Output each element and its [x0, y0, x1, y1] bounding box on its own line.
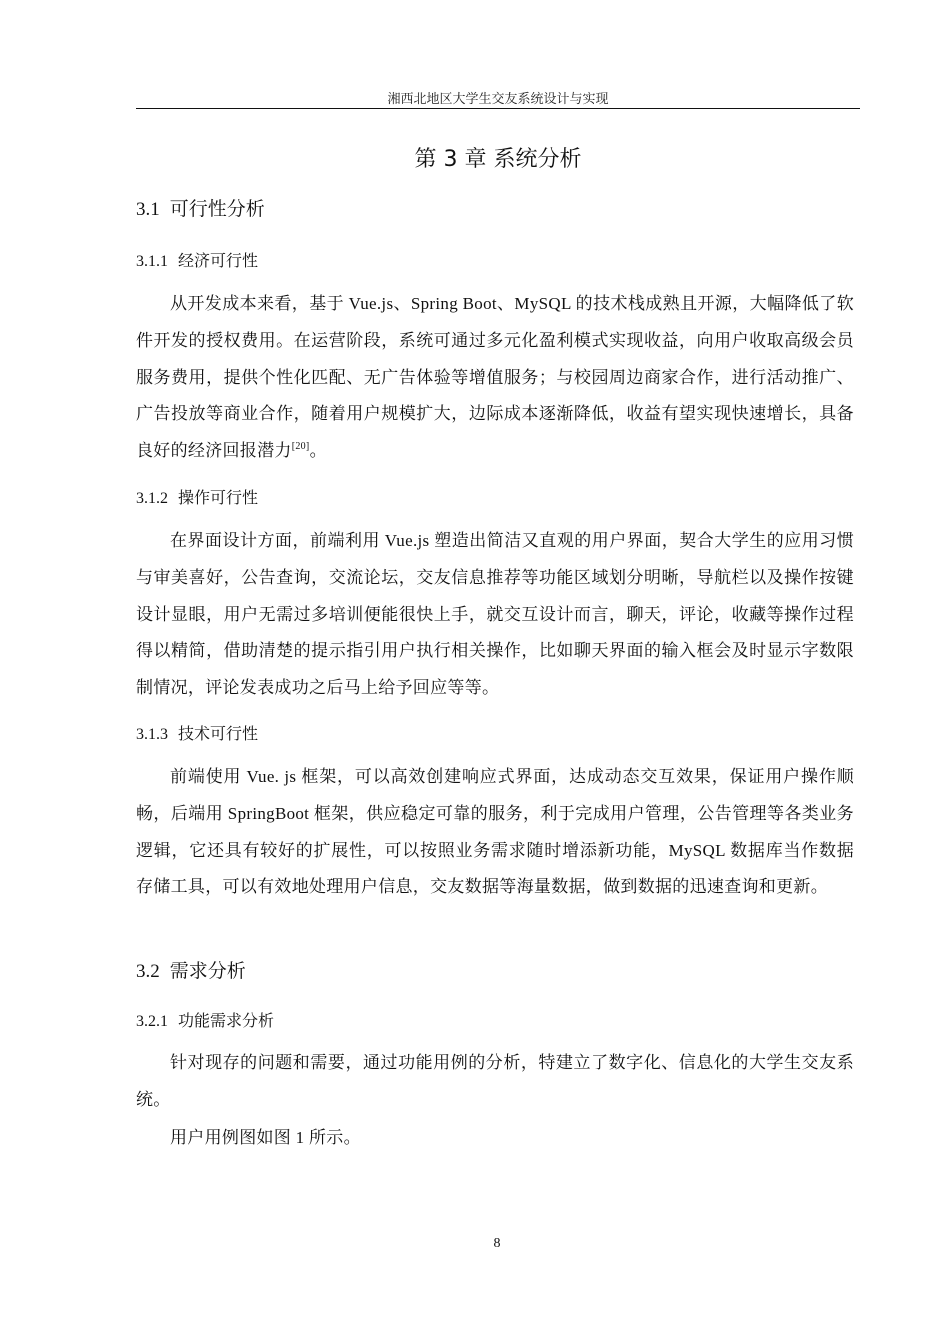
subsection-heading-3-1-1 — [136, 250, 258, 273]
subsection-number: 3.1.3 — [136, 726, 168, 743]
subsection-number: 3.1.2 — [136, 490, 168, 507]
citation: [20] — [291, 441, 310, 453]
section-number: 3.2 — [136, 961, 160, 982]
paragraph-functional-requirements: 针对现存的问题和需要，通过功能用例的分析，特建立了数字化、信息化的大学生交友系统。 — [136, 1053, 854, 1109]
section-title: 可行性分析 — [169, 198, 265, 220]
subsection-title: 操作可行性 — [178, 488, 259, 507]
paragraph-use-case-reference: 用户用例图如图 1 所示。 — [170, 1128, 361, 1147]
chapter-title: 第 3 章 系统分析 — [414, 147, 582, 172]
subsection-heading-3-1-3 — [136, 723, 258, 746]
subsection-number: 3.1.1 — [136, 253, 168, 270]
subsection-heading-3-1-2 — [136, 487, 258, 510]
section-heading-3-2 — [136, 958, 246, 985]
subsection-heading-3-2-1 — [136, 1010, 274, 1033]
header-rule — [136, 108, 860, 109]
paragraph-economic-feasibility — [136, 286, 854, 470]
subsection-title: 经济可行性 — [178, 251, 259, 270]
paragraph-end: 。 — [309, 441, 327, 461]
subsection-title: 功能需求分析 — [178, 1011, 275, 1030]
section-number: 3.1 — [136, 199, 160, 220]
running-header: 湘西北地区大学生交友系统设计与实现 — [387, 91, 609, 106]
paragraph-text: 从开发成本来看，基于 Vue.js、Spring Boot、MySQL 的技术栈成熟且开源，大幅降低了软件开发的授权费用。在运营阶段，系统可通过多元化盈利模式实现收益，向用户收取高级会员服务费用，提供个性化匹配、无广告体验等增值服务；与校园周边商家合作，进行活动推广、广告投放等商业合作，随着用户规模扩大，边际成本逐渐降低，收益有望实现快速增长，具备良好的经济回报潜力 — [136, 294, 854, 461]
paragraph-technical-feasibility: 前端使用 Vue. js 框架，可以高效创建响应式界面，达成动态交互效果，保证用户操作顺畅，后端用 SpringBoot 框架，供应稳定可靠的服务，利于完成用户管理，公告管理等各类业务逻辑，它还具有较好的扩展性，可以按照业务需求随时增添新功能，MySQL 数据库当作数据存储工具，可以有效地处理用户信息，交友数据等海量数据，做到数据的迅速查询和更新。 — [136, 767, 854, 897]
subsection-title: 技术可行性 — [178, 724, 259, 743]
paragraph-operational-feasibility: 在界面设计方面，前端利用 Vue.js 塑造出简洁又直观的用户界面，契合大学生的应用习惯与审美喜好，公告查询，交流论坛，交友信息推荐等功能区域划分明晰，导航栏以及操作按键设计显眼，用户无需过多培训便能很快上手，就交互设计而言，聊天，评论，收藏等操作过程得以精简，借助清楚的提示指引用户执行相关操作，比如聊天界面的输入框会及时显示字数限制情况，评论发表成功之后马上给予回应等等。 — [136, 531, 854, 698]
subsection-number: 3.2.1 — [136, 1013, 168, 1030]
page-number: 8 — [493, 1236, 501, 1251]
section-heading-3-1 — [136, 196, 265, 223]
section-title: 需求分析 — [169, 960, 246, 982]
